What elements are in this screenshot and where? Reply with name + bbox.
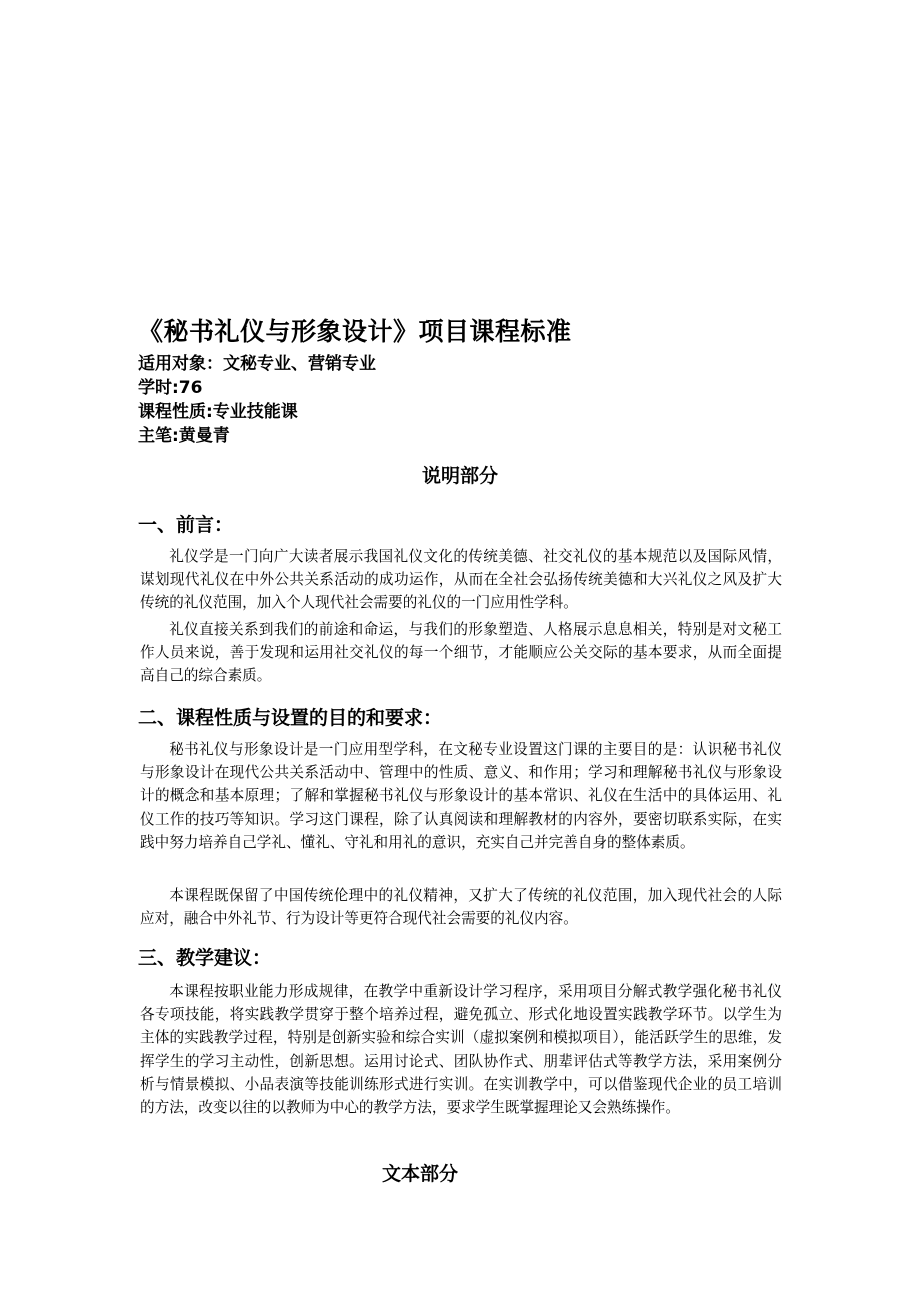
section-heading-nature: 二、课程性质与设置的目的和要求： (138, 707, 443, 729)
meta-hours: 学时:76 (138, 378, 203, 398)
part-heading-text: 文本部分 (381, 1163, 458, 1185)
paragraph: 秘书礼仪与形象设计是一门应用型学科，在文秘专业设置这门课的主要目的是：认识秘书礼仪与形象设计在现代公共关系活动中、管理中的性质、意义、和作用；学习和理解秘书礼仪与形象设计的概念和基本原理；了解和掌握秘书礼仪与形象设计的基本常识、礼仪在生活中的具体运用、礼仪工作的技巧等知识。学习这门课程，除了认真阅读和理解教材的内容外，要密切联系实际，在实践中努力培养自己学礼、懂礼、守礼和用礼的意识，充实自己并完善自身的整体素质。 (140, 741, 782, 851)
part-heading-explanation: 说明部分 (421, 465, 498, 487)
course-meta (138, 352, 376, 448)
meta-audience: 适用对象：文秘专业、营销专业 (138, 354, 376, 374)
paragraph: 礼仪学是一门向广大读者展示我国礼仪文化的传统美德、社交礼仪的基本规范以及国际风情，谋划现代礼仪在中外公共关系活动的成功运作，从而在全社会弘扬传统美德和大兴礼仪之风及扩大传统的礼仪范围，加入个人现代社会需要的礼仪的一门应用性学科。 (140, 548, 782, 612)
paragraph: 礼仪直接关系到我们的前途和命运，与我们的形象塑造、人格展示息息相关，特别是对文秘工作人员来说，善于发现和运用社交礼仪的每一个细节，才能顺应公关交际的基本要求，从而全面提高自己的综合素质。 (140, 621, 782, 685)
meta-nature: 课程性质:专业技能课 (138, 402, 298, 422)
paragraph: 本课程按职业能力形成规律，在教学中重新设计学习程序，采用项目分解式教学强化秘书礼仪各专项技能，将实践教学贯穿于整个培养过程，避免孤立、形式化地设置实践教学环节。以学生为主体的实践教学过程，特别是创新实验和综合实训（虚拟案例和模拟项目），能活跃学生的思维，发挥学生的学习主动性，创新思想。运用讨论式、团队协作式、朋辈评估式等教学方法，采用案例分析与情景模拟、小品表演等技能训练形式进行实训。在实训教学中，可以借鉴现代企业的员工培训的方法，改变以往的以教师为中心的教学方法，要求学生既掌握理论又会熟练操作。 (140, 983, 782, 1117)
document-title: 《秘书礼仪与形象设计》项目课程标准 (138, 317, 572, 346)
section-heading-preface: 一、前言： (138, 514, 234, 536)
paragraph: 本课程既保留了中国传统伦理中的礼仪精神，又扩大了传统的礼仪范围，加入现代社会的人际应对，融合中外礼节、行为设计等更符合现代社会需要的礼仪内容。 (140, 887, 782, 928)
section-heading-teaching: 三、教学建议： (138, 947, 272, 969)
meta-author: 主笔:黄曼青 (138, 426, 230, 446)
